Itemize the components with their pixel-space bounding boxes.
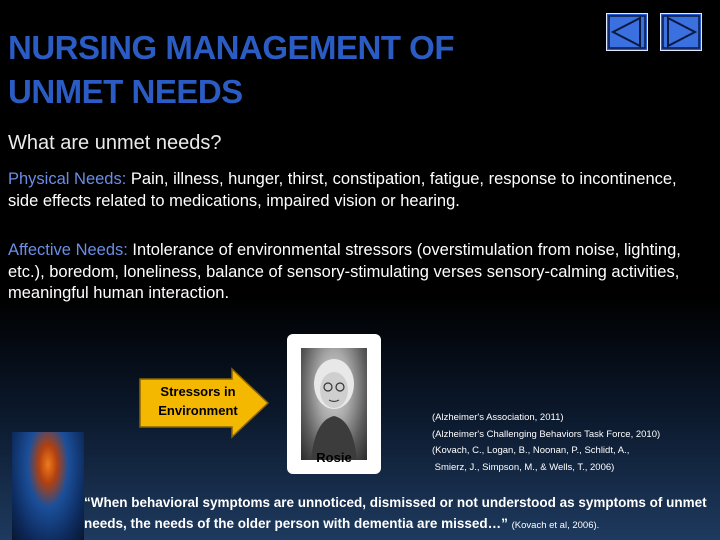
arrow-label: Stressors in Environment: [158, 384, 238, 418]
reference-item: Smierz, J., Simpson, M., & Wells, T., 2006): [432, 461, 615, 473]
slide-title: NURSING MANAGEMENT OF UNMET NEEDS: [8, 29, 454, 110]
affective-needs-label: Affective Needs:: [8, 241, 128, 259]
physical-needs-paragraph: [8, 169, 708, 212]
triangle-right-icon: [660, 13, 702, 51]
physical-needs-label: Physical Needs:: [8, 170, 127, 188]
photo-caption: Rosie: [316, 450, 352, 465]
references-list: [432, 410, 720, 476]
portrait-photo: [301, 348, 367, 460]
affective-needs-text: Intolerance of environmental stressors (overstimulation from noise, lighting, etc.), boredom, loneliness, balance of sensory-stimulating verses sensory-calming activities, meaningful human interaction.: [8, 241, 681, 302]
next-slide-button[interactable]: [660, 13, 702, 51]
triangle-left-icon: [606, 13, 648, 51]
previous-slide-button[interactable]: [606, 13, 648, 51]
affective-needs-paragraph: [8, 240, 708, 305]
reference-item: (Kovach, C., Logan, B., Noonan, P., Schlidt, A.,: [432, 445, 630, 456]
physical-needs-text: Pain, illness, hunger, thirst, constipation, fatigue, response to incontinence, side effects related to medications, impaired vision or hearing.: [8, 170, 677, 210]
reference-item: (Alzheimer's Association, 2011): [432, 412, 564, 423]
quote-text: “When behavioral symptoms are unnoticed, dismissed or not understood as symptoms of unmet needs, the needs of the older person with dementia are missed…”: [84, 495, 707, 531]
quote-block: [84, 492, 720, 536]
brain-illustration: [12, 432, 84, 540]
reference-item: (Alzheimer's Challenging Behaviors Task Force, 2010): [432, 428, 661, 440]
quote-citation: (Kovach et al, 2006).: [511, 520, 600, 531]
section-heading: What are unmet needs?: [8, 132, 222, 154]
